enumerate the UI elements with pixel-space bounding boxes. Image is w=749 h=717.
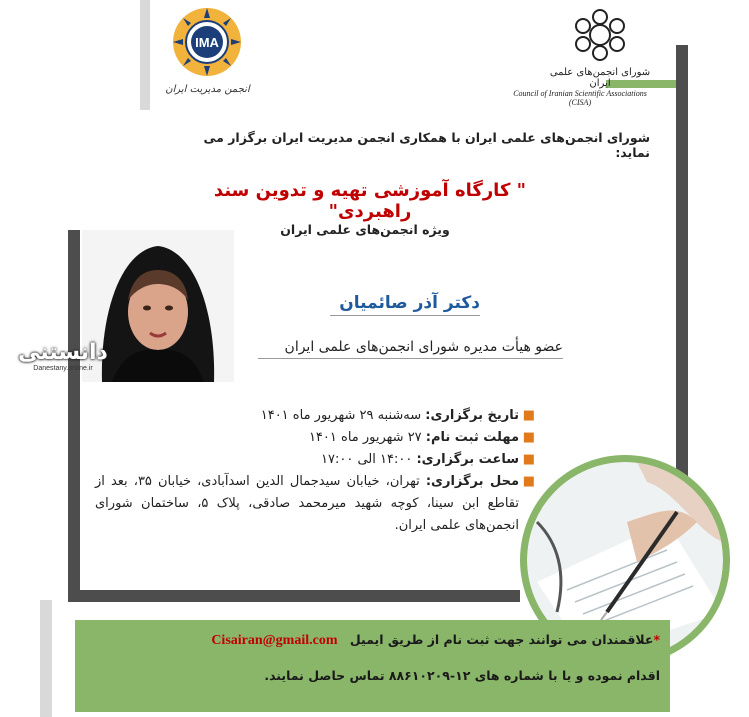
bullet-icon: ■: [522, 430, 535, 445]
detail-deadline-label: مهلت ثبت نام:: [425, 430, 519, 445]
event-details: [95, 405, 535, 537]
top-left-gray-bar: [140, 0, 150, 110]
bottom-dark-bar: [68, 590, 520, 602]
intro-line: شورای انجمن‌های علمی ایران با همکاری انجمن مدیریت ایران برگزار می نماید:: [203, 130, 650, 160]
right-dark-bar: [676, 45, 688, 515]
detail-location-label: محل برگزاری:: [425, 474, 519, 489]
workshop-title: " کارگاه آموزشی تهیه و تدوین سند راهبردی": [213, 180, 527, 222]
footer-asterisk: *: [653, 632, 660, 647]
ima-logo-caption: انجمن مدیریت ایران: [165, 84, 250, 95]
detail-deadline: [95, 427, 535, 449]
watermark: [8, 340, 118, 385]
watermark-text: دانستنی: [18, 340, 108, 365]
footer-line-1: [85, 632, 660, 649]
bullet-icon: ■: [522, 408, 535, 423]
cisa-logo: [505, 8, 655, 108]
footer-email-link[interactable]: Cisairan@gmail.com: [211, 633, 338, 648]
cisa-caption-abbr: (CISA): [568, 98, 592, 107]
cisa-caption-fa: شورای انجمن‌های علمی ایران: [549, 67, 651, 89]
footer-left-gray-bar: [40, 600, 52, 717]
speaker-name: دکتر آذر صائمیان: [330, 293, 480, 316]
detail-deadline-value: ۲۷ شهریور ماه ۱۴۰۱: [308, 430, 426, 445]
watermark-url: Danestany.online.ir: [33, 365, 93, 372]
workshop-subtitle: ویژه انجمن‌های علمی ایران: [280, 222, 450, 237]
svg-text:IMA: IMA: [195, 35, 219, 50]
detail-location: [95, 471, 535, 537]
detail-time: [95, 449, 535, 471]
detail-location-value: تهران، خیابان سیدجمال الدین اسدآبادی، خیابان ۳۵، بعد از تقاطع ابن سینا، کوچه شهید میرمحمد صادقی، پلاک ۵، ساختمان شورای انجمن‌های علمی ایران.: [95, 474, 519, 533]
footer-line-1-text: علاقمندان می توانند جهت ثبت نام از طریق ایمیل: [349, 632, 654, 647]
left-dark-bar: [68, 230, 80, 600]
footer-line-2: اقدام نموده و یا با شماره های ۱۲-۸۸۶۱۰۲۰۹ تماس حاصل نمایند.: [264, 668, 660, 683]
detail-date-label: تاریخ برگزاری:: [425, 408, 519, 423]
detail-date: [95, 405, 535, 427]
bullet-icon: ■: [522, 452, 535, 467]
detail-time-label: ساعت برگزاری:: [416, 452, 519, 467]
detail-time-value: ۱۴:۰۰ الی ۱۷:۰۰: [321, 452, 417, 467]
cisa-caption-en: Council of Iranian Scientific Associations: [513, 89, 647, 98]
ima-sunburst-icon: [165, 6, 250, 78]
speaker-role: عضو هیأت مدیره شورای انجمن‌های علمی ایران: [258, 339, 563, 359]
ima-logo: [165, 6, 250, 106]
detail-date-value: سه‌شنبه ۲۹ شهریور ماه ۱۴۰۱: [260, 408, 426, 423]
cisa-flower-icon: [565, 8, 635, 63]
bullet-icon: ■: [522, 474, 535, 489]
